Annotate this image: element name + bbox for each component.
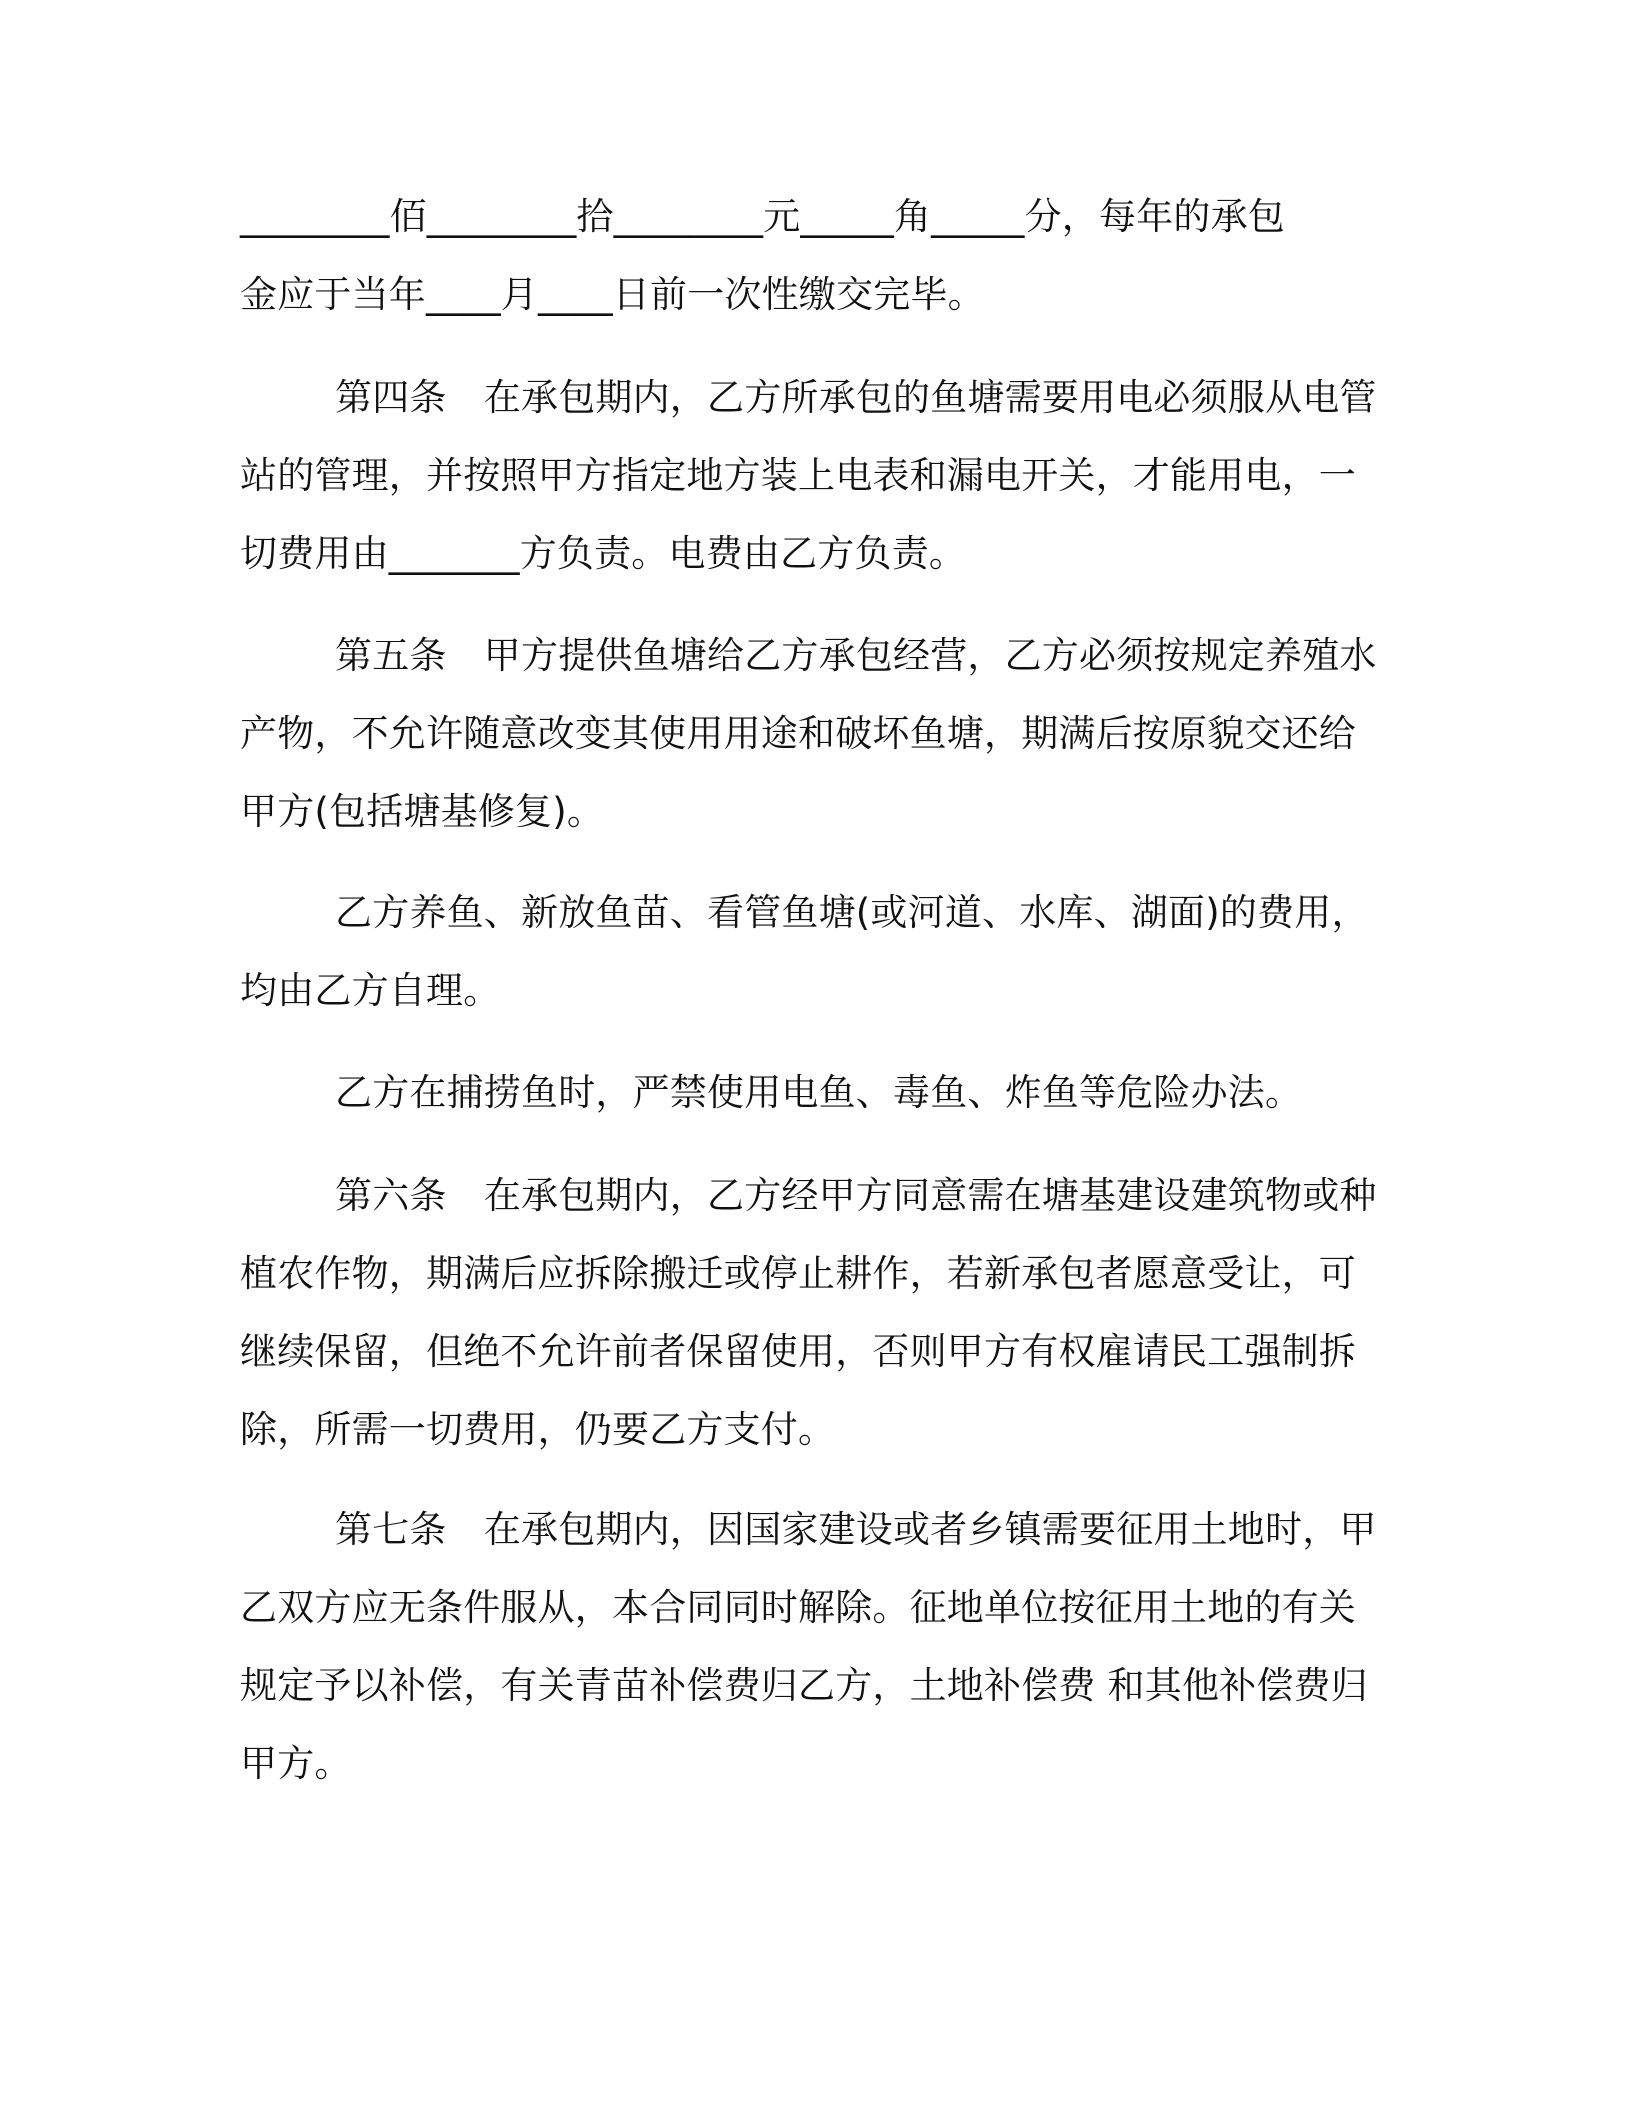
text-line: 第七条 在承包期内，因国家建设或者乡镇需要征用土地时，甲 xyxy=(335,1508,1377,1551)
text-line: 金应于当年____月____日前一次性缴交完毕。 xyxy=(240,273,985,316)
text-line: 切费用由_______方负责。电费由乙方负责。 xyxy=(240,532,967,575)
text-line: 除，所需一切费用，仍要乙方支付。 xyxy=(240,1408,836,1451)
text-line: 乙方在捕捞鱼时，严禁使用电鱼、毒鱼、炸鱼等危险办法。 xyxy=(335,1071,1303,1114)
text-line: 第五条 甲方提供鱼塘给乙方承包经营，乙方必须按规定养殖水 xyxy=(335,634,1377,677)
paragraph-fish-farming-fees xyxy=(240,874,1380,1030)
text-line: 产物，不允许随意改变其使用用途和破坏鱼塘，期满后按原貌交还给 xyxy=(240,712,1356,755)
text-line: 植农作物，期满后应拆除搬迁或停止耕作，若新承包者愿意受让，可 xyxy=(240,1252,1356,1295)
paragraph-article-7 xyxy=(240,1491,1380,1803)
text-line: ________佰________拾________元_____角_____分，每年的承包 xyxy=(240,195,1285,238)
text-line: 乙方养鱼、新放鱼苗、看管鱼塘(或河道、水库、湖面)的费用， xyxy=(335,891,1369,934)
text-line: 甲方(包括塘基修复)。 xyxy=(240,790,605,833)
text-line: 规定予以补偿，有关青苗补偿费归乙方，土地补偿费 和其他补偿费归 xyxy=(240,1664,1368,1707)
paragraph-article-5 xyxy=(240,617,1380,851)
text-line: 站的管理，并按照甲方指定地方装上电表和漏电开关，才能用电，一 xyxy=(240,454,1356,497)
text-line: 均由乙方自理。 xyxy=(240,969,501,1012)
text-line: 第四条 在承包期内，乙方所承包的鱼塘需要用电必须服从电管 xyxy=(335,376,1377,419)
text-line: 继续保留，但绝不允许前者保留使用，否则甲方有权雇请民工强制拆 xyxy=(240,1330,1356,1373)
paragraph-article-4 xyxy=(240,359,1380,593)
paragraph-fishing-methods xyxy=(240,1054,1380,1132)
paragraph-payment-amount xyxy=(240,178,1380,334)
text-line: 第六条 在承包期内，乙方经甲方同意需在塘基建设建筑物或种 xyxy=(335,1174,1377,1217)
text-line: 甲方。 xyxy=(240,1742,352,1785)
paragraph-article-6 xyxy=(240,1157,1380,1469)
text-line: 乙双方应无条件服从，本合同同时解除。征地单位按征用土地的有关 xyxy=(240,1586,1356,1629)
